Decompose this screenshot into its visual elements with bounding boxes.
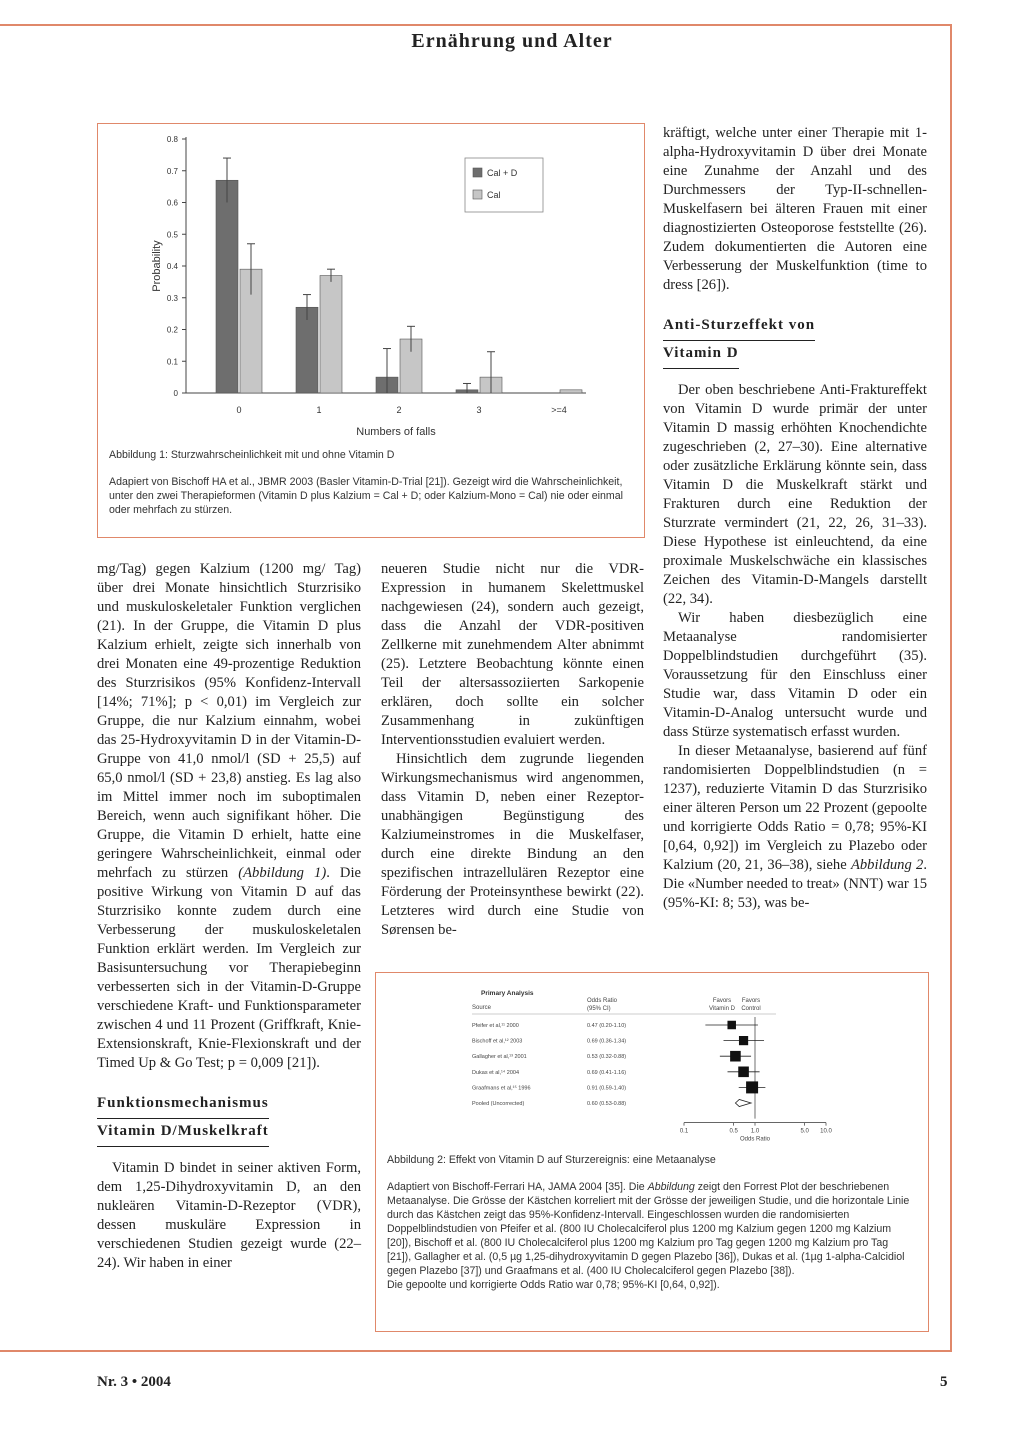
page-frame-right <box>950 24 952 1352</box>
paragraph: Der oben beschriebene Anti-Frakturеffekt von Vitamin D wurde primär der unter Vitamin D massig erhöhten Knochendichte zugeschrieben (2, 27–30). Eine alternative oder zusätzliche Erklärung könnte sein, dass Vitamin D die Muskelkraft stärkt und Frakturen durch eine Reduktion der Sturzrate vermindert (21, 22, 26, 31–33). Diese Hypothese ist einleuchtend, da eine proximale Muskelschwäche ein klassisches Zeichen des Vitamin-D-Mangels darstellt (22, 34). <box>663 382 927 607</box>
forest-study-box <box>727 1021 736 1030</box>
x-tick-label: 1 <box>316 405 322 415</box>
figure-1-caption-title: Abbildung 1: Sturzwahrscheinlichkeit mit und ohne Vitamin D <box>109 449 395 461</box>
y-tick-label: 0.1 <box>166 357 178 367</box>
section-heading <box>663 313 927 369</box>
paragraph-text: In dieser Metaanalyse, basierend auf fünf randomisierten Doppelblindstudien (n = 1237), reduzierte Vitamin D das Sturzrisiko einer älteren Person um 22 Prozent (gepoolte und korrigierte Odds Ratio = 0,78; 95%-KI [0,64, 0,92]) im Vergleich zu Plazebo oder Kalzium (20, 21, 36–38), siehe <box>663 743 927 873</box>
legend-swatch <box>473 168 482 177</box>
figure-2-caption <box>387 1153 915 1292</box>
forest-x-tick-label: 5.0 <box>800 1128 809 1135</box>
page-frame-top <box>0 24 950 26</box>
paragraph: Hinsichtlich dem zugrunde liegenden Wirkungsmechanismus wird angenommen, dass Vitamin D, neben einer Rezeptor-unabhängigen Begünstigung des Kalziumeinstromes in die Muskelfaser, durch eine direkte Bindung an den spezifischen intrazellulären Rezeptor eine Förderung der Proteinsynthese bewirkt (22). Letzteres wird durch eine Studie von Sørensen be- <box>381 751 644 938</box>
forest-study-box <box>738 1067 749 1078</box>
x-tick-label: >=4 <box>551 405 567 415</box>
forest-study-ci: 0.91 (0.59-1.40) <box>587 1085 627 1092</box>
x-tick-label: 0 <box>236 405 242 415</box>
footer-issue: Nr. 3 • 2004 <box>97 1374 171 1390</box>
forest-study-source: Gallagher et al,¹³ 2001 <box>472 1054 527 1061</box>
y-tick-label: 0.6 <box>166 198 178 208</box>
paragraph: neueren Studie nicht nur die VDR-Expression in humanem Skelettmuskel nachgewiesen (24), sondern auch gezeigt, dass die Anzahl der VDR-positiven Zellkerne mit zunehmendem Alter abnimmt (25). Letztere Beobachtung könnte einen Teil der altersassoziierten Sarkopenie erklären, doch sollte ein solcher Zusammenhang in zukünftigen Interventionsstudien evaluiert werden. <box>381 561 644 748</box>
forest-x-tick-label: 1.0 <box>750 1128 760 1135</box>
forest-study-box <box>739 1036 748 1045</box>
caption-text: Adaptiert von Bischoff-Ferrari HA, JAMA 2004 [35]. Die <box>387 1181 645 1193</box>
bar-chart <box>98 124 644 442</box>
legend-label: Cal + D <box>487 168 518 178</box>
legend-swatch <box>473 190 482 199</box>
figure-2-caption-pooled: Die gepoolte und korrigierte Odds Ratio war 0,78; 95%-KI [0,64, 0,92]). <box>387 1279 720 1291</box>
bar-cald <box>296 307 318 393</box>
x-tick-label: 3 <box>476 405 482 415</box>
forest-x-tick-label: 0.1 <box>679 1128 689 1135</box>
paragraph-text: . Die positive Wirkung von Vitamin D auf das Sturzrisiko konnte zudem durch eine Verbesserung der muskuloskeletalen Funktion erklärt werden. Im Vergleich zur Basisuntersuchung vor Therapiebeginn verbesserten sich in der Vitamin-D-Gruppe verschiedene Kraft- und Funktionsparameter zwischen 4 und 11 Prozent (Griffkraft, Knie-Extensionskraft, Knie-Flexionskraft und der Timed Up & Go Test; p = 0,009 [21]). <box>97 865 361 1071</box>
forest-favors-control-sub: Control <box>741 1006 761 1012</box>
x-axis-label: Numbers of falls <box>356 426 436 438</box>
figure-reference: (Abbildung 1) <box>238 865 327 881</box>
section-heading <box>97 1091 361 1147</box>
figure-1 <box>97 123 645 538</box>
section-heading-line: Vitamin D <box>663 341 739 369</box>
forest-study-source: Bischoff et al,¹² 2003 <box>472 1038 523 1045</box>
forest-study-source: Pfeifer et al,¹¹ 2000 <box>472 1023 519 1029</box>
paragraph-text: mg/Tag) gegen Kalzium (1200 mg/ Tag) über drei Monate hinsichtlich Sturzrisiko und muskuloskeletaler Funktion verglichen (21). In der Gruppe, die Vitamin D plus Kalzium erhielt, zeigte sich innerhalb von drei Monaten eine 49-prozentige Reduktion des Sturzrisikos (95% Konfidenz-Intervall [14%; 71%]; p < 0,01) im Vergleich zur Gruppe, die nur Kalzium einnahm, wobei das 25-Hydroxyvitamin D in der Vitamin-D-Gruppe von 41,0 nmol/l (SD + 25,5) auf 65,0 nmol/l (SD + 23,8) anstieg. Es lag also im Mittel immer noch im suboptimalen Bereich, wenn auch signifikant höher. Die Gruppe, die Vitamin D erhielt, hatte eine geringere Wahrscheinlichkeit, einmal oder mehrfach zu stürzen <box>97 561 361 881</box>
y-tick-label: 0.3 <box>166 293 178 303</box>
y-tick-label: 0.5 <box>166 230 178 240</box>
y-tick-label: 0.2 <box>166 325 178 335</box>
forest-study-ci: 0.69 (0.41-1.16) <box>587 1069 627 1076</box>
forest-x-tick-label: 10.0 <box>820 1128 832 1135</box>
forest-col-or: Odds Ratio <box>587 998 618 1004</box>
forest-study-ci: 0.60 (0.53-0.88) <box>587 1101 627 1107</box>
forest-study-ci: 0.47 (0.20-1.10) <box>587 1023 627 1029</box>
forest-favors-control: Favors <box>741 998 761 1004</box>
y-tick-label: 0.4 <box>166 262 178 271</box>
paragraph: kräftigt, welche unter einer Therapie mit 1-alpha-Hydroxyvitamin D über drei Monate eine Zunahme der Anzahl und des Durchmessers der Typ-II-schnellen-Muskelfasern bei älteren Frauen mit einer diagnostizierten Osteoporose feststellte (26). Zudem dokumentierten die Autoren eine Verbesserung der Muskelfunktion (time to dress [26]). <box>663 125 927 293</box>
figure-2 <box>375 972 929 1332</box>
forest-col-ci: (95% CI) <box>587 1006 611 1012</box>
forest-study-source: Graafmans et al,¹⁵ 1996 <box>472 1085 531 1092</box>
paragraph <box>97 560 361 1073</box>
figure-1-caption-source: Adapiert von Bischoff HA et al., JBMR 2003 (Basler Vitamin-D-Trial [21]). Gezeigt wird die Wahrscheinlichkeit, unter den zwei Therapieformen (Vitamin D plus Kalzium = Cal + D; oder Kalzium-Mono = Cal) nie oder einmal oder mehrfach zu stürzen. <box>109 476 623 516</box>
forest-study-ci: 0.53 (0.32-0.88) <box>587 1054 627 1061</box>
caption-emphasis: Abbildung <box>647 1181 695 1193</box>
forest-title: Primary Analysis <box>481 990 534 997</box>
y-tick-label: 0 <box>173 389 178 398</box>
page-frame-bottom <box>0 1350 952 1352</box>
forest-plot <box>376 973 928 1143</box>
x-tick-label: 2 <box>396 405 402 415</box>
legend-label: Cal <box>487 190 501 200</box>
caption-text: zeigt den Forrest Plot der beschriebenen Metaanalyse. Die Grösse der Kästchen korreliert mit der Grösse der jeweiligen Studie, und die horizontale Linie durch das Kästchen zeigt das 95%-Konfidenz-Intervall. Eingeschlossen wurden die randomisierten Doppelblindstudien von Pfeifer et al. (800 IU Cholecalciferol plus 1200 mg Kalzium gegen 1200 mg Kalzium [20]), Bischoff et al. (800 IU Cholecalciferol plus 1200 mg Kalzium pro Tag gegen 1200 mg Kalzium pro Tag [21]), Gallagher et al. (0,5 µg 1,25-dihydroxyvitamin D gegen Plazebo [36]), Dukas et al. (1µg 1-alpha-Calcidiol gegen Plazebo [37]) und Graafmans et al. (400 IU Cholecalciferol gegen Plazebo [38]). <box>387 1181 910 1277</box>
forest-study-ci: 0.69 (0.36-1.34) <box>587 1038 627 1045</box>
forest-favors-vitd-sub: Vitamin D <box>709 1006 735 1012</box>
paragraph <box>663 742 927 913</box>
y-tick-label: 0.7 <box>166 166 178 176</box>
y-axis-label: Probability <box>151 240 163 292</box>
paragraph-text: . Die «Number needed to treat» (NNT) war 15 (95%-KI: 8; 53), was be- <box>663 857 927 911</box>
forest-col-source: Source <box>472 1005 492 1011</box>
forest-favors-vitd: Favors <box>712 998 732 1004</box>
bar-cal <box>320 276 342 393</box>
figure-1-caption <box>109 448 629 517</box>
footer-page-number: 5 <box>940 1374 948 1390</box>
forest-pooled-diamond <box>735 1100 751 1107</box>
column-3 <box>663 124 927 913</box>
bar-cal <box>560 390 582 393</box>
figure-2-caption-body <box>387 1180 915 1278</box>
running-header: Ernährung und Alter <box>411 30 613 52</box>
forest-study-box <box>730 1051 741 1062</box>
forest-x-axis-label: Odds Ratio <box>739 1136 771 1143</box>
forest-study-box <box>746 1081 758 1093</box>
forest-x-tick-label: 0.5 <box>729 1128 738 1135</box>
figure-2-caption-title: Abbildung 2: Effekt von Vitamin D auf Sturzereignis: eine Metaanalyse <box>387 1154 716 1166</box>
section-heading-line: Anti-Sturzeffekt von <box>663 313 815 341</box>
paragraph: Wir haben diesbezüglich eine Metaanalyse randomisierter Doppelblindstudien durchgeführt (35). Voraussetzung für den Einschluss einer Studie war, dass Vitamin D oder ein Vitamin-D-Analog untersucht wurde und dass Stürze systematisch erfasst wurden. <box>663 610 927 740</box>
forest-study-source: Dukas et al,¹⁴ 2004 <box>472 1069 519 1076</box>
forest-study-source: Pooled (Uncorrected) <box>472 1101 525 1107</box>
y-tick-label: 0.8 <box>166 135 178 144</box>
section-heading-line: Vitamin D/Muskelkraft <box>97 1119 269 1147</box>
section-heading-line: Funktionsmechanismus <box>97 1091 269 1119</box>
column-1 <box>97 560 361 1273</box>
paragraph: Vitamin D bindet in seiner aktiven Form, dem 1,25-Dihydroxyvitamin D, an den nukleären Vitamin-D-Rezeptor (VDR), dessen muskuläre Expression in verschiedenen Studien gezeigt wurde (22–24). Wir haben in einer <box>97 1160 361 1271</box>
legend-box <box>465 158 543 212</box>
column-2 <box>381 560 644 940</box>
bar-cald <box>216 180 238 393</box>
figure-reference: Abbildung 2 <box>850 857 924 873</box>
